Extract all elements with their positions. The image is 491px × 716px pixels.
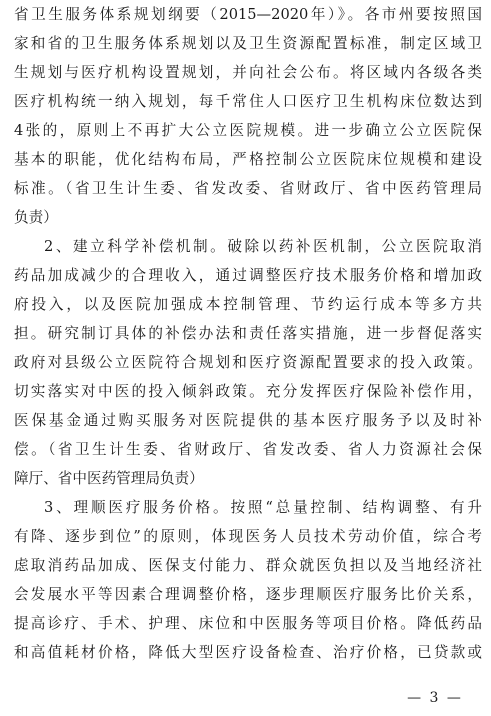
text-line: 医保基金通过购买服务对医院提供的基本医疗服务予以及时补 [14, 412, 482, 429]
text-line: 和高值耗材价格，降低大型医疗设备检查、治疗价格，已贷款或 [14, 644, 482, 661]
text-line: 障厅、省中医药管理局负责） [14, 470, 204, 487]
text-line: 药品加成减少的合理收入，通过调整医疗技术服务价格和增加政 [14, 267, 482, 284]
text-line: 基本的职能，优化结构布局，严格控制公立医院床位规模和建设 [14, 151, 482, 168]
text-line: 4张的，原则上不再扩大公立医院规模。进一步确立公立医院保 [14, 122, 482, 139]
paragraph-start-line: 3、理顺医疗服务价格。按照“总量控制、结构调整、有升 [44, 499, 482, 516]
text-line: 有降、逐步到位”的原则，体现医务人员技术劳动价值，综合考 [14, 528, 482, 545]
page-number: — 3 — [407, 690, 463, 706]
text-line: 生规划与医疗机构设置规划，并向社会公布。将区域内各级各类 [14, 64, 482, 81]
text-line: 切实落实对中医的投入倾斜政策。充分发挥医疗保险补偿作用， [14, 383, 482, 400]
text-line: 省卫生服务体系规划纲要（2015—2020年）》。各市州要按照国 [14, 6, 482, 23]
text-line: 会发展水平等因素合理调整价格，逐步理顺医疗服务比价关系， [14, 586, 482, 603]
text-line: 家和省的卫生服务体系规划以及卫生资源配置标准，制定区域卫 [14, 35, 482, 52]
text-line: 提高诊疗、手术、护理、床位和中医服务等项目价格。降低药品 [14, 615, 482, 632]
paragraph-start-line: 2、建立科学补偿机制。破除以药补医机制，公立医院取消 [44, 238, 482, 255]
text-line: 偿。（省卫生计生委、省财政厅、省发改委、省人力资源社会保 [14, 441, 482, 458]
text-line: 府投入，以及医院加强成本控制管理、节约运行成本等多方共 [14, 296, 482, 313]
text-line: 医疗机构统一纳入规划，每千常住人口医疗卫生机构床位数达到 [14, 93, 482, 110]
text-line: 虑取消药品加成、医保支付能力、群众就医负担以及当地经济社 [14, 557, 482, 574]
text-line: 标准。（省卫生计生委、省发改委、省财政厅、省中医药管理局 [14, 180, 482, 197]
text-line: 负责） [14, 209, 58, 226]
text-line: 政府对县级公立医院符合规划和医疗资源配置要求的投入政策。 [14, 354, 482, 371]
text-line: 担。研究制订具体的补偿办法和责任落实措施，进一步督促落实 [14, 325, 482, 342]
